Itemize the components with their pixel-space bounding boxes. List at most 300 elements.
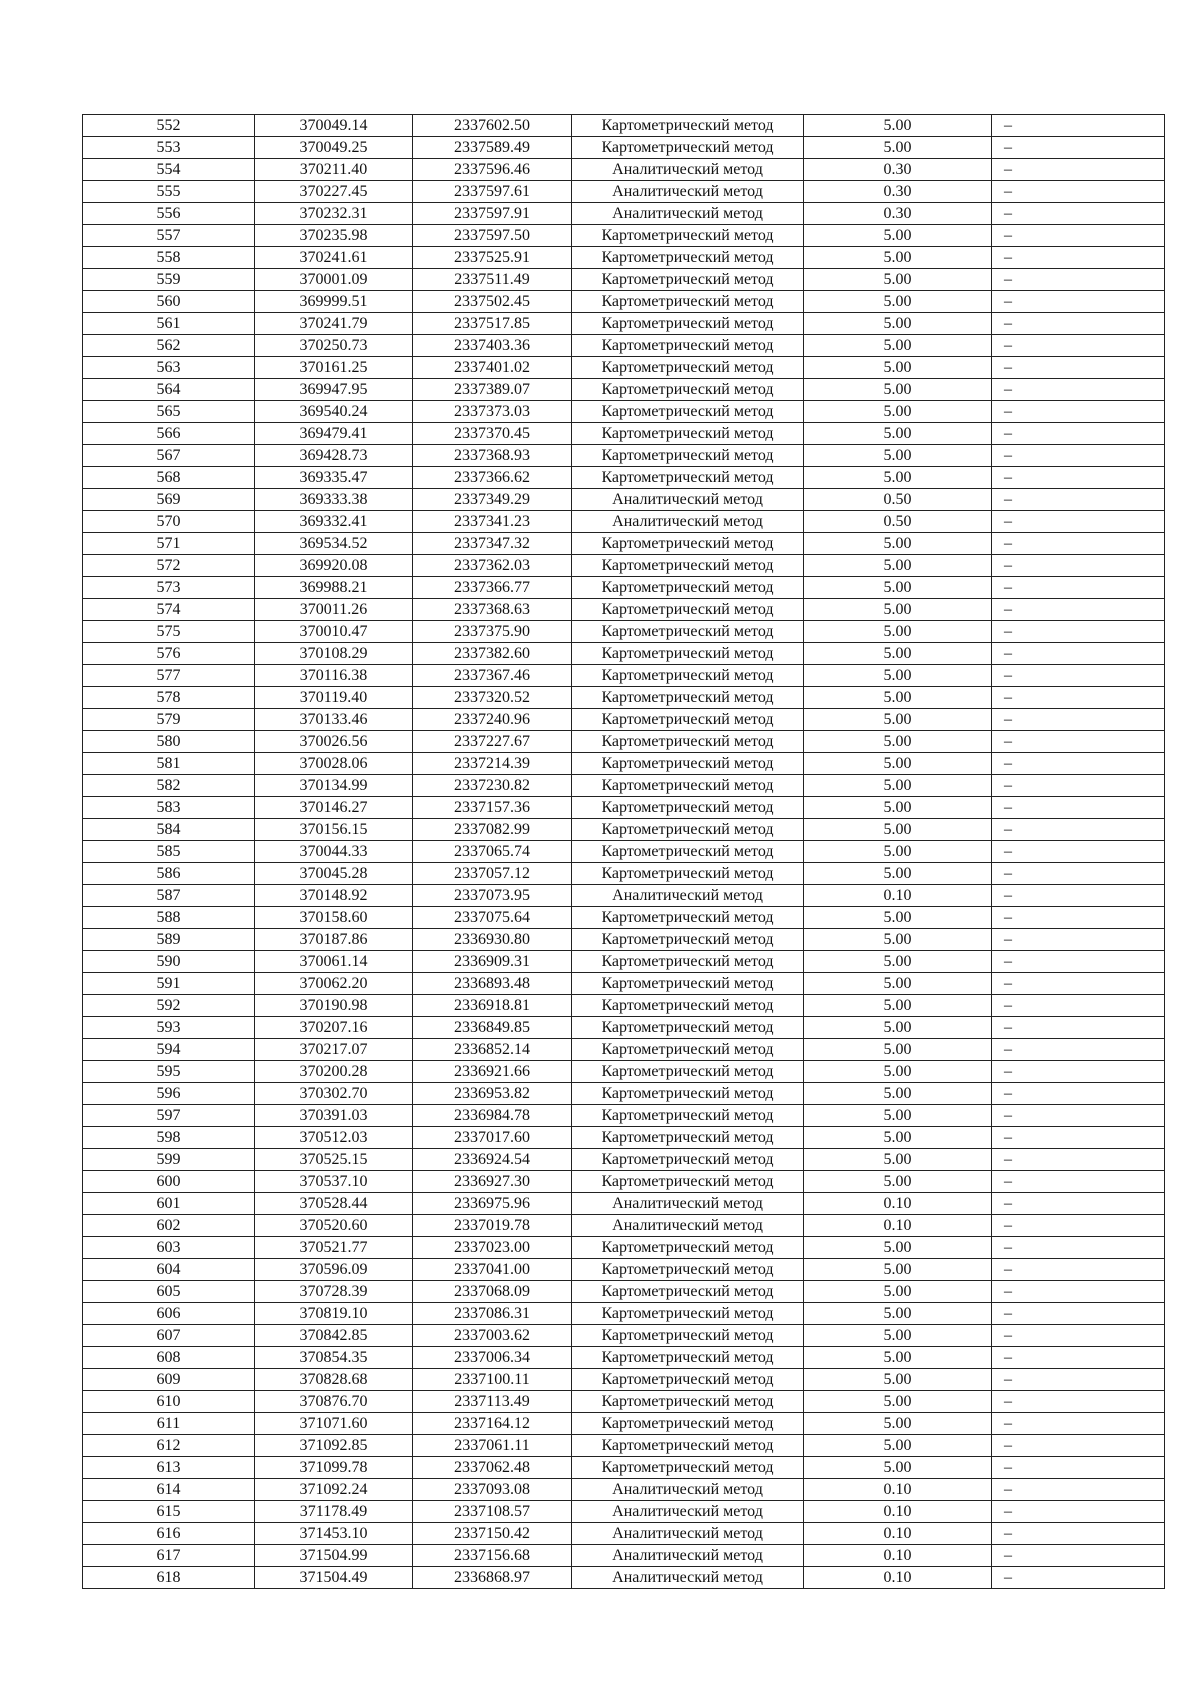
- point-number-cell: 557: [83, 225, 255, 247]
- table-row: [83, 1369, 1165, 1391]
- table-row: [83, 445, 1165, 467]
- method-cell: Аналитический метод: [572, 181, 804, 203]
- note-cell: –: [992, 797, 1165, 819]
- x-coordinate-cell: 370026.56: [255, 731, 413, 753]
- method-cell: Картометрический метод: [572, 1083, 804, 1105]
- x-coordinate-cell: 371453.10: [255, 1523, 413, 1545]
- note-cell: –: [992, 533, 1165, 555]
- table-row: [83, 115, 1165, 137]
- note-cell: –: [992, 621, 1165, 643]
- y-coordinate-cell: 2337113.49: [413, 1391, 572, 1413]
- table-row: [83, 929, 1165, 951]
- accuracy-cell: 5.00: [804, 1039, 992, 1061]
- accuracy-cell: 5.00: [804, 973, 992, 995]
- y-coordinate-cell: 2337240.96: [413, 709, 572, 731]
- accuracy-cell: 5.00: [804, 643, 992, 665]
- note-cell: –: [992, 203, 1165, 225]
- point-number-cell: 611: [83, 1413, 255, 1435]
- y-coordinate-cell: 2337502.45: [413, 291, 572, 313]
- point-number-cell: 569: [83, 489, 255, 511]
- accuracy-cell: 5.00: [804, 687, 992, 709]
- accuracy-cell: 5.00: [804, 1127, 992, 1149]
- y-coordinate-cell: 2337003.62: [413, 1325, 572, 1347]
- x-coordinate-cell: 370148.92: [255, 885, 413, 907]
- method-cell: Аналитический метод: [572, 1567, 804, 1589]
- y-coordinate-cell: 2337019.78: [413, 1215, 572, 1237]
- x-coordinate-cell: 369534.52: [255, 533, 413, 555]
- accuracy-cell: 5.00: [804, 555, 992, 577]
- note-cell: –: [992, 1171, 1165, 1193]
- table-row: [83, 1193, 1165, 1215]
- accuracy-cell: 0.10: [804, 1479, 992, 1501]
- table-row: [83, 1523, 1165, 1545]
- table-row: [83, 335, 1165, 357]
- point-number-cell: 581: [83, 753, 255, 775]
- x-coordinate-cell: 370133.46: [255, 709, 413, 731]
- table-row: [83, 423, 1165, 445]
- point-number-cell: 577: [83, 665, 255, 687]
- accuracy-cell: 5.00: [804, 1413, 992, 1435]
- y-coordinate-cell: 2337589.49: [413, 137, 572, 159]
- note-cell: –: [992, 137, 1165, 159]
- x-coordinate-cell: 370528.44: [255, 1193, 413, 1215]
- table-row: [83, 1435, 1165, 1457]
- accuracy-cell: 5.00: [804, 775, 992, 797]
- x-coordinate-cell: 370854.35: [255, 1347, 413, 1369]
- note-cell: –: [992, 1259, 1165, 1281]
- method-cell: Картометрический метод: [572, 1435, 804, 1457]
- y-coordinate-cell: 2337062.48: [413, 1457, 572, 1479]
- note-cell: –: [992, 1083, 1165, 1105]
- x-coordinate-cell: 371099.78: [255, 1457, 413, 1479]
- y-coordinate-cell: 2336893.48: [413, 973, 572, 995]
- point-number-cell: 576: [83, 643, 255, 665]
- accuracy-cell: 5.00: [804, 1369, 992, 1391]
- y-coordinate-cell: 2337370.45: [413, 423, 572, 445]
- method-cell: Картометрический метод: [572, 687, 804, 709]
- method-cell: Картометрический метод: [572, 357, 804, 379]
- point-number-cell: 590: [83, 951, 255, 973]
- y-coordinate-cell: 2337320.52: [413, 687, 572, 709]
- table-row: [83, 247, 1165, 269]
- table-row: [83, 577, 1165, 599]
- point-number-cell: 580: [83, 731, 255, 753]
- note-cell: –: [992, 1149, 1165, 1171]
- y-coordinate-cell: 2337373.03: [413, 401, 572, 423]
- method-cell: Картометрический метод: [572, 1413, 804, 1435]
- point-number-cell: 553: [83, 137, 255, 159]
- note-cell: –: [992, 159, 1165, 181]
- method-cell: Картометрический метод: [572, 1127, 804, 1149]
- x-coordinate-cell: 370302.70: [255, 1083, 413, 1105]
- x-coordinate-cell: 369332.41: [255, 511, 413, 533]
- note-cell: –: [992, 929, 1165, 951]
- table-row: [83, 555, 1165, 577]
- y-coordinate-cell: 2336921.66: [413, 1061, 572, 1083]
- x-coordinate-cell: 370187.86: [255, 929, 413, 951]
- method-cell: Картометрический метод: [572, 313, 804, 335]
- x-coordinate-cell: 369947.95: [255, 379, 413, 401]
- note-cell: –: [992, 709, 1165, 731]
- y-coordinate-cell: 2337023.00: [413, 1237, 572, 1259]
- x-coordinate-cell: 369428.73: [255, 445, 413, 467]
- accuracy-cell: 5.00: [804, 665, 992, 687]
- note-cell: –: [992, 907, 1165, 929]
- x-coordinate-cell: 369988.21: [255, 577, 413, 599]
- note-cell: –: [992, 753, 1165, 775]
- accuracy-cell: 5.00: [804, 709, 992, 731]
- point-number-cell: 582: [83, 775, 255, 797]
- method-cell: Картометрический метод: [572, 1259, 804, 1281]
- point-number-cell: 567: [83, 445, 255, 467]
- note-cell: –: [992, 1413, 1165, 1435]
- x-coordinate-cell: 369999.51: [255, 291, 413, 313]
- point-number-cell: 618: [83, 1567, 255, 1589]
- y-coordinate-cell: 2337341.23: [413, 511, 572, 533]
- table-row: [83, 1149, 1165, 1171]
- y-coordinate-cell: 2336924.54: [413, 1149, 572, 1171]
- y-coordinate-cell: 2337100.11: [413, 1369, 572, 1391]
- accuracy-cell: 5.00: [804, 1303, 992, 1325]
- table-row: [83, 885, 1165, 907]
- x-coordinate-cell: 370119.40: [255, 687, 413, 709]
- point-number-cell: 594: [83, 1039, 255, 1061]
- table-row: [83, 1237, 1165, 1259]
- x-coordinate-cell: 370190.98: [255, 995, 413, 1017]
- x-coordinate-cell: 369333.38: [255, 489, 413, 511]
- method-cell: Картометрический метод: [572, 225, 804, 247]
- x-coordinate-cell: 370241.61: [255, 247, 413, 269]
- x-coordinate-cell: 370232.31: [255, 203, 413, 225]
- method-cell: Картометрический метод: [572, 1347, 804, 1369]
- x-coordinate-cell: 370200.28: [255, 1061, 413, 1083]
- point-number-cell: 562: [83, 335, 255, 357]
- method-cell: Картометрический метод: [572, 797, 804, 819]
- x-coordinate-cell: 370537.10: [255, 1171, 413, 1193]
- point-number-cell: 563: [83, 357, 255, 379]
- y-coordinate-cell: 2337006.34: [413, 1347, 572, 1369]
- table-row: [83, 533, 1165, 555]
- method-cell: Аналитический метод: [572, 511, 804, 533]
- point-number-cell: 604: [83, 1259, 255, 1281]
- y-coordinate-cell: 2337041.00: [413, 1259, 572, 1281]
- note-cell: –: [992, 445, 1165, 467]
- note-cell: –: [992, 1325, 1165, 1347]
- point-number-cell: 606: [83, 1303, 255, 1325]
- point-number-cell: 584: [83, 819, 255, 841]
- table-row: [83, 1457, 1165, 1479]
- note-cell: –: [992, 1501, 1165, 1523]
- method-cell: Аналитический метод: [572, 1479, 804, 1501]
- note-cell: –: [992, 995, 1165, 1017]
- accuracy-cell: 0.30: [804, 181, 992, 203]
- note-cell: –: [992, 1017, 1165, 1039]
- table-row: [83, 203, 1165, 225]
- method-cell: Картометрический метод: [572, 423, 804, 445]
- y-coordinate-cell: 2337057.12: [413, 863, 572, 885]
- coordinates-table-body: [83, 115, 1165, 1589]
- x-coordinate-cell: 369335.47: [255, 467, 413, 489]
- note-cell: –: [992, 247, 1165, 269]
- point-number-cell: 555: [83, 181, 255, 203]
- note-cell: –: [992, 863, 1165, 885]
- accuracy-cell: 0.30: [804, 159, 992, 181]
- x-coordinate-cell: 370161.25: [255, 357, 413, 379]
- method-cell: Картометрический метод: [572, 1303, 804, 1325]
- x-coordinate-cell: 371092.24: [255, 1479, 413, 1501]
- table-row: [83, 1017, 1165, 1039]
- table-row: [83, 1281, 1165, 1303]
- accuracy-cell: 0.10: [804, 1523, 992, 1545]
- table-row: [83, 1083, 1165, 1105]
- x-coordinate-cell: 370235.98: [255, 225, 413, 247]
- accuracy-cell: 0.10: [804, 1567, 992, 1589]
- method-cell: Картометрический метод: [572, 951, 804, 973]
- note-cell: –: [992, 1523, 1165, 1545]
- accuracy-cell: 5.00: [804, 467, 992, 489]
- method-cell: Картометрический метод: [572, 973, 804, 995]
- table-row: [83, 1171, 1165, 1193]
- y-coordinate-cell: 2337511.49: [413, 269, 572, 291]
- accuracy-cell: 5.00: [804, 1347, 992, 1369]
- note-cell: –: [992, 951, 1165, 973]
- accuracy-cell: 5.00: [804, 247, 992, 269]
- point-number-cell: 596: [83, 1083, 255, 1105]
- x-coordinate-cell: 370207.16: [255, 1017, 413, 1039]
- note-cell: –: [992, 973, 1165, 995]
- accuracy-cell: 0.10: [804, 1215, 992, 1237]
- method-cell: Картометрический метод: [572, 1457, 804, 1479]
- x-coordinate-cell: 370044.33: [255, 841, 413, 863]
- method-cell: Картометрический метод: [572, 335, 804, 357]
- y-coordinate-cell: 2337382.60: [413, 643, 572, 665]
- method-cell: Картометрический метод: [572, 1391, 804, 1413]
- table-row: [83, 1039, 1165, 1061]
- accuracy-cell: 5.00: [804, 951, 992, 973]
- point-number-cell: 617: [83, 1545, 255, 1567]
- y-coordinate-cell: 2337602.50: [413, 115, 572, 137]
- method-cell: Картометрический метод: [572, 291, 804, 313]
- table-row: [83, 225, 1165, 247]
- note-cell: –: [992, 489, 1165, 511]
- point-number-cell: 603: [83, 1237, 255, 1259]
- x-coordinate-cell: 370146.27: [255, 797, 413, 819]
- accuracy-cell: 5.00: [804, 753, 992, 775]
- point-number-cell: 588: [83, 907, 255, 929]
- y-coordinate-cell: 2337401.02: [413, 357, 572, 379]
- x-coordinate-cell: 370062.20: [255, 973, 413, 995]
- y-coordinate-cell: 2337230.82: [413, 775, 572, 797]
- table-row: [83, 951, 1165, 973]
- note-cell: –: [992, 1303, 1165, 1325]
- point-number-cell: 608: [83, 1347, 255, 1369]
- y-coordinate-cell: 2337517.85: [413, 313, 572, 335]
- note-cell: –: [992, 335, 1165, 357]
- accuracy-cell: 5.00: [804, 841, 992, 863]
- method-cell: Аналитический метод: [572, 159, 804, 181]
- table-row: [83, 731, 1165, 753]
- note-cell: –: [992, 1061, 1165, 1083]
- table-row: [83, 401, 1165, 423]
- x-coordinate-cell: 370217.07: [255, 1039, 413, 1061]
- accuracy-cell: 5.00: [804, 599, 992, 621]
- x-coordinate-cell: 370520.60: [255, 1215, 413, 1237]
- note-cell: –: [992, 1391, 1165, 1413]
- note-cell: –: [992, 1369, 1165, 1391]
- method-cell: Аналитический метод: [572, 203, 804, 225]
- accuracy-cell: 5.00: [804, 621, 992, 643]
- note-cell: –: [992, 1193, 1165, 1215]
- note-cell: –: [992, 775, 1165, 797]
- point-number-cell: 610: [83, 1391, 255, 1413]
- method-cell: Картометрический метод: [572, 621, 804, 643]
- x-coordinate-cell: 370596.09: [255, 1259, 413, 1281]
- method-cell: Картометрический метод: [572, 929, 804, 951]
- x-coordinate-cell: 371504.99: [255, 1545, 413, 1567]
- note-cell: –: [992, 1039, 1165, 1061]
- point-number-cell: 570: [83, 511, 255, 533]
- y-coordinate-cell: 2336975.96: [413, 1193, 572, 1215]
- method-cell: Картометрический метод: [572, 577, 804, 599]
- y-coordinate-cell: 2336849.85: [413, 1017, 572, 1039]
- note-cell: –: [992, 313, 1165, 335]
- method-cell: Аналитический метод: [572, 1215, 804, 1237]
- note-cell: –: [992, 819, 1165, 841]
- note-cell: –: [992, 115, 1165, 137]
- y-coordinate-cell: 2337093.08: [413, 1479, 572, 1501]
- accuracy-cell: 5.00: [804, 1061, 992, 1083]
- table-row: [83, 687, 1165, 709]
- y-coordinate-cell: 2337347.32: [413, 533, 572, 555]
- method-cell: Картометрический метод: [572, 1039, 804, 1061]
- method-cell: Картометрический метод: [572, 1017, 804, 1039]
- accuracy-cell: 5.00: [804, 1149, 992, 1171]
- point-number-cell: 591: [83, 973, 255, 995]
- table-row: [83, 841, 1165, 863]
- note-cell: –: [992, 1457, 1165, 1479]
- y-coordinate-cell: 2337597.61: [413, 181, 572, 203]
- point-number-cell: 556: [83, 203, 255, 225]
- method-cell: Картометрический метод: [572, 643, 804, 665]
- x-coordinate-cell: 370391.03: [255, 1105, 413, 1127]
- x-coordinate-cell: 370842.85: [255, 1325, 413, 1347]
- y-coordinate-cell: 2336852.14: [413, 1039, 572, 1061]
- table-row: [83, 291, 1165, 313]
- note-cell: –: [992, 1237, 1165, 1259]
- table-row: [83, 467, 1165, 489]
- y-coordinate-cell: 2337349.29: [413, 489, 572, 511]
- y-coordinate-cell: 2336868.97: [413, 1567, 572, 1589]
- y-coordinate-cell: 2337214.39: [413, 753, 572, 775]
- method-cell: Картометрический метод: [572, 1325, 804, 1347]
- accuracy-cell: 5.00: [804, 1325, 992, 1347]
- table-row: [83, 643, 1165, 665]
- x-coordinate-cell: 370156.15: [255, 819, 413, 841]
- table-row: [83, 775, 1165, 797]
- y-coordinate-cell: 2337108.57: [413, 1501, 572, 1523]
- point-number-cell: 560: [83, 291, 255, 313]
- point-number-cell: 552: [83, 115, 255, 137]
- y-coordinate-cell: 2337375.90: [413, 621, 572, 643]
- method-cell: Картометрический метод: [572, 467, 804, 489]
- method-cell: Картометрический метод: [572, 533, 804, 555]
- point-number-cell: 609: [83, 1369, 255, 1391]
- method-cell: Картометрический метод: [572, 863, 804, 885]
- note-cell: –: [992, 181, 1165, 203]
- note-cell: –: [992, 643, 1165, 665]
- method-cell: Аналитический метод: [572, 1193, 804, 1215]
- accuracy-cell: 0.10: [804, 1545, 992, 1567]
- accuracy-cell: 0.10: [804, 1193, 992, 1215]
- method-cell: Аналитический метод: [572, 1501, 804, 1523]
- table-row: [83, 995, 1165, 1017]
- table-row: [83, 1347, 1165, 1369]
- method-cell: Картометрический метод: [572, 665, 804, 687]
- point-number-cell: 583: [83, 797, 255, 819]
- note-cell: –: [992, 1105, 1165, 1127]
- accuracy-cell: 5.00: [804, 379, 992, 401]
- accuracy-cell: 5.00: [804, 357, 992, 379]
- accuracy-cell: 5.00: [804, 929, 992, 951]
- x-coordinate-cell: 370512.03: [255, 1127, 413, 1149]
- method-cell: Картометрический метод: [572, 709, 804, 731]
- y-coordinate-cell: 2337086.31: [413, 1303, 572, 1325]
- accuracy-cell: 5.00: [804, 1457, 992, 1479]
- point-number-cell: 605: [83, 1281, 255, 1303]
- x-coordinate-cell: 370819.10: [255, 1303, 413, 1325]
- accuracy-cell: 5.00: [804, 1259, 992, 1281]
- y-coordinate-cell: 2337017.60: [413, 1127, 572, 1149]
- y-coordinate-cell: 2337403.36: [413, 335, 572, 357]
- accuracy-cell: 0.10: [804, 885, 992, 907]
- y-coordinate-cell: 2336984.78: [413, 1105, 572, 1127]
- table-row: [83, 599, 1165, 621]
- point-number-cell: 586: [83, 863, 255, 885]
- table-row: [83, 1479, 1165, 1501]
- table-row: [83, 797, 1165, 819]
- table-row: [83, 159, 1165, 181]
- note-cell: –: [992, 665, 1165, 687]
- table-row: [83, 1061, 1165, 1083]
- x-coordinate-cell: 370049.25: [255, 137, 413, 159]
- y-coordinate-cell: 2336930.80: [413, 929, 572, 951]
- note-cell: –: [992, 379, 1165, 401]
- x-coordinate-cell: 369479.41: [255, 423, 413, 445]
- note-cell: –: [992, 225, 1165, 247]
- point-number-cell: 561: [83, 313, 255, 335]
- point-number-cell: 573: [83, 577, 255, 599]
- y-coordinate-cell: 2336918.81: [413, 995, 572, 1017]
- table-row: [83, 1545, 1165, 1567]
- note-cell: –: [992, 401, 1165, 423]
- y-coordinate-cell: 2337368.93: [413, 445, 572, 467]
- note-cell: –: [992, 731, 1165, 753]
- method-cell: Картометрический метод: [572, 555, 804, 577]
- y-coordinate-cell: 2337596.46: [413, 159, 572, 181]
- accuracy-cell: 5.00: [804, 423, 992, 445]
- point-number-cell: 599: [83, 1149, 255, 1171]
- x-coordinate-cell: 370028.06: [255, 753, 413, 775]
- note-cell: –: [992, 687, 1165, 709]
- table-row: [83, 1259, 1165, 1281]
- point-number-cell: 593: [83, 1017, 255, 1039]
- point-number-cell: 572: [83, 555, 255, 577]
- x-coordinate-cell: 370728.39: [255, 1281, 413, 1303]
- table-row: [83, 621, 1165, 643]
- x-coordinate-cell: 370061.14: [255, 951, 413, 973]
- method-cell: Картометрический метод: [572, 775, 804, 797]
- method-cell: Аналитический метод: [572, 489, 804, 511]
